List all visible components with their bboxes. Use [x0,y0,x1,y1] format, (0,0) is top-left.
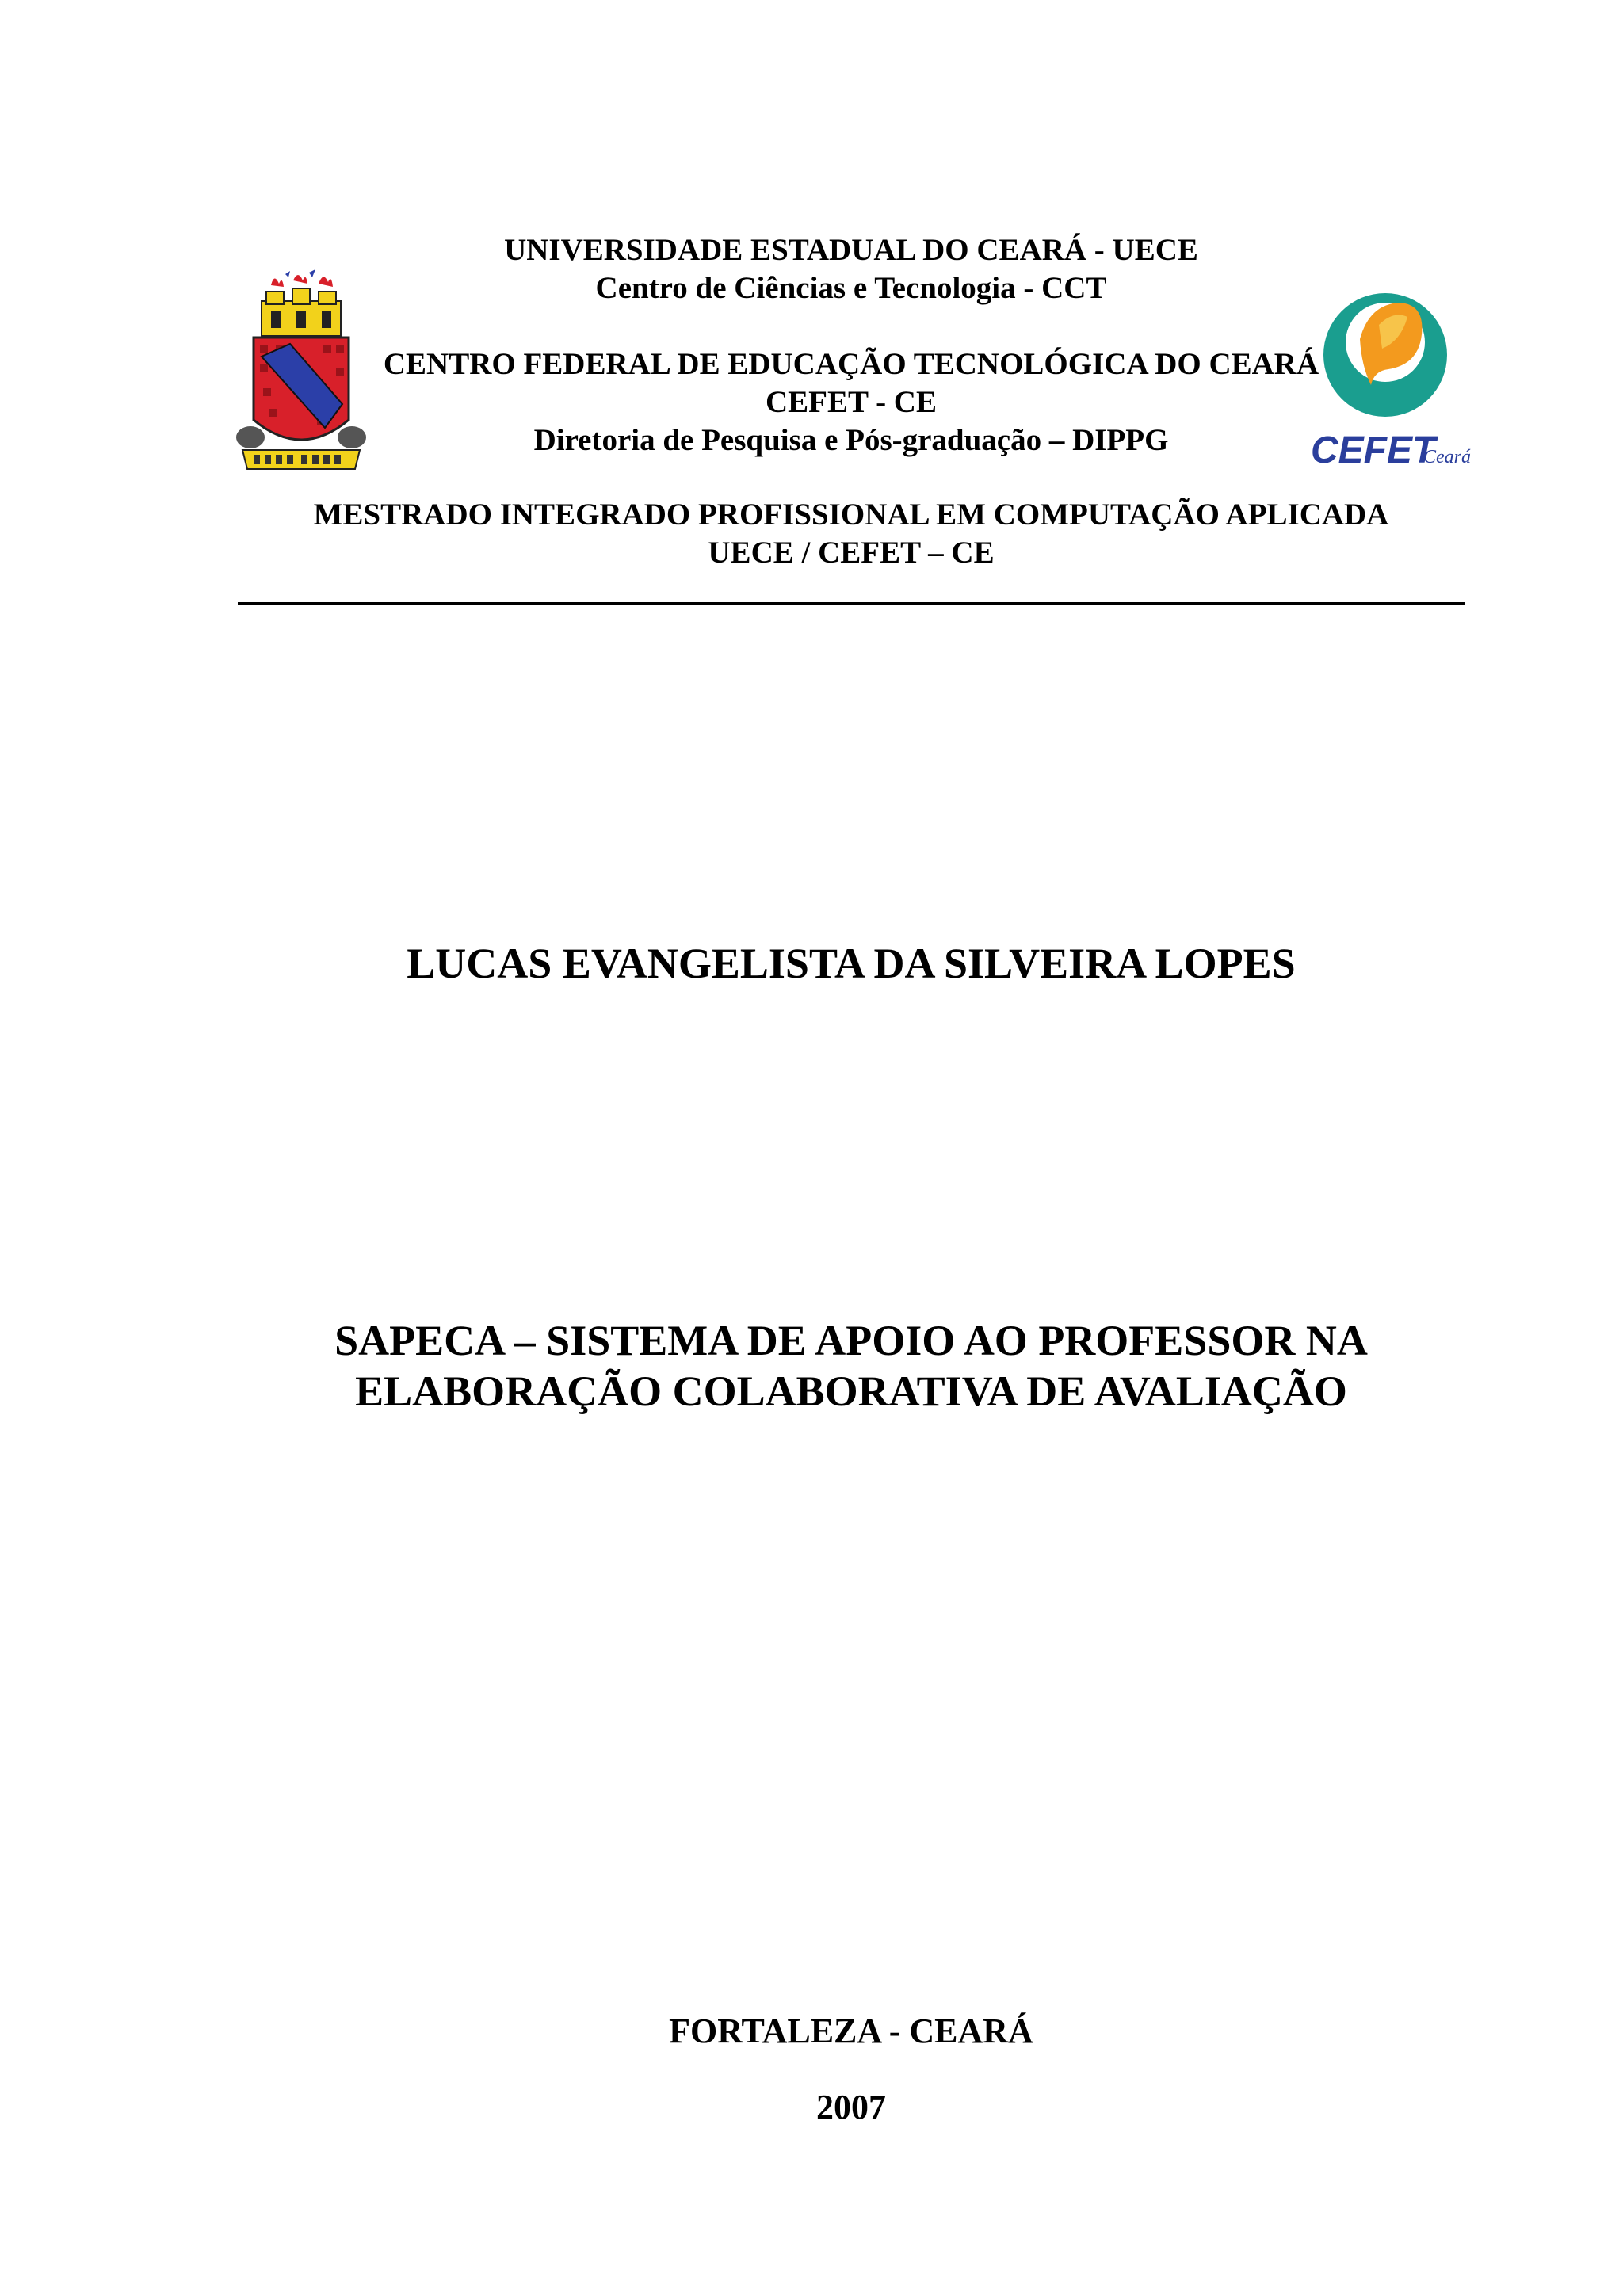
program-name: MESTRADO INTEGRADO PROFISSIONAL EM COMPUTAÇÃO APLICADA [313,498,1389,532]
author-name: LUCAS EVANGELISTA DA SILVEIRA LOPES [407,940,1296,987]
place: FORTALEZA - CEARÁ [669,2012,1033,2050]
thesis-title-line-2: ELABORAÇÃO COLABORATIVA DE AVALIAÇÃO [355,1367,1347,1415]
university-name: UNIVERSIDADE ESTADUAL DO CEARÁ - UECE [504,233,1198,267]
cefet-wordmark: CEFET [1311,429,1436,471]
program-institutions: UECE / CEFET – CE [708,536,995,570]
thesis-title-line-1: SAPECA – SISTEMA DE APOIO AO PROFESSOR NA [334,1317,1368,1364]
cefet-script: Ceará [1423,447,1471,467]
center-name: Centro de Ciências e Tecnologia - CCT [595,271,1107,305]
cefet-abbreviation: CEFET - CE [766,385,937,419]
cefet-name: CENTRO FEDERAL DE EDUCAÇÃO TECNOLÓGICA DO CEARÁ [383,347,1319,381]
header-divider [238,602,1465,605]
institution-header [238,231,1471,604]
year: 2007 [816,2088,886,2126]
directorate-name: Diretoria de Pesquisa e Pós-graduação – DIPPG [533,423,1169,457]
